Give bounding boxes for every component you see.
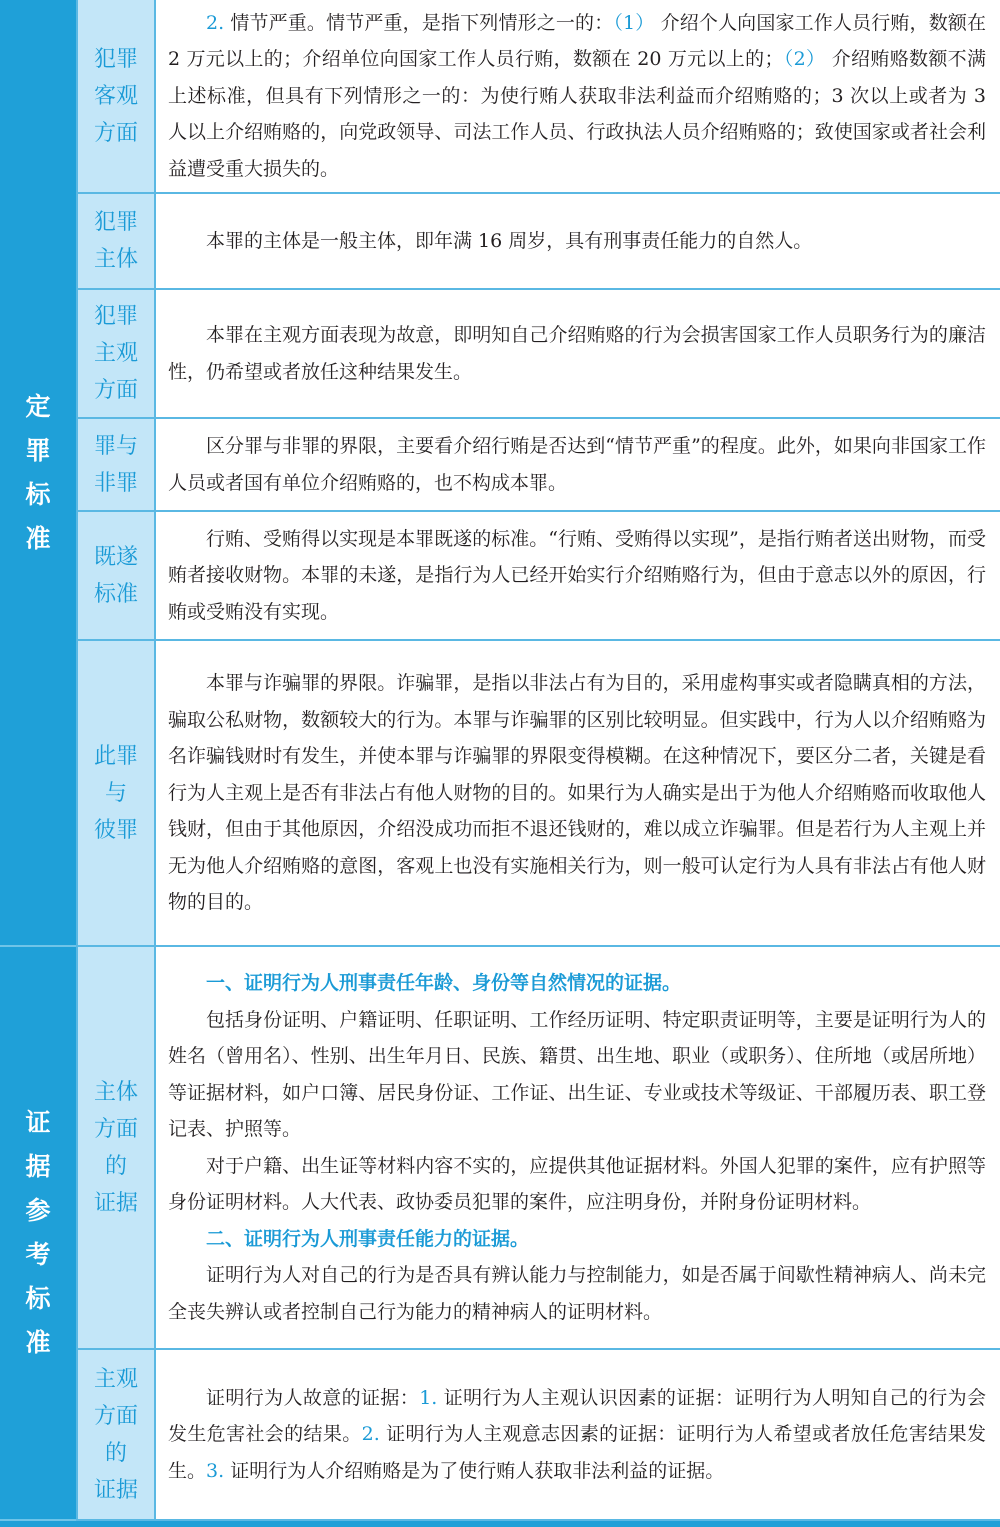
completion-paragraph: 行贿、受贿得以实现是本罪既遂的标准。“行贿、受贿得以实现”，是指行贿者送出财物，而受贿者接收财物。本罪的未遂，是指行为人已经开始实行介绍贿赂行为，但由于意志以外的原因，行贿或受贿没有实现。 [168,527,986,623]
row-label-line: 方面 [93,120,138,146]
row-label-line: 主观 [93,341,138,366]
category-char: 考 [25,1240,51,1269]
row-label-objective [76,0,154,194]
row-label-line: 的 [104,1153,127,1179]
row-content-subjective-evidence [154,1350,1000,1521]
row-label-line: 方面 [93,1403,138,1429]
row-label-crime-or-not [76,419,154,512]
text-span: 证明行为人主观认识因素的证据：证明行为人明知自己的行为会发生危害社会的结果。 [168,1386,986,1446]
row-label-line: 主体 [93,1079,138,1105]
item-number: （1） [613,11,655,34]
row-label-line: 证据 [93,1190,138,1216]
row-label-line: 罪与 [93,433,138,459]
text-span: 证明行为人主观意志因素的证据：证明行为人希望或者放任危害结果发生。 [168,1423,986,1482]
row-content-objective [154,0,1000,194]
this-and-that-paragraph: 本罪与诈骗罪的界限。诈骗罪，是指以非法占有为目的，采用虚构事实或者隐瞒真相的方法，骗取公私财物，数额较大的行为。本罪与诈骗罪的区别比较明显。但实践中，行为人以介绍贿赂为名诈骗钱财时有发生，并使本罪与诈骗罪的界限变得模糊。在这种情况下，要区分二者，关键是看行为人主观上是否有非法占有他人财物的目的。如果行为人确实是出于为他人介绍贿赂而收取他人钱财，但由于其他原因，介绍没成功而拒不退还钱财的，难以成立诈骗罪。但是若行为人主观上并无为他人介绍贿赂的意图，客观上也没有实施相关行为，则一般可认定行为人具有非法占有他人财物的目的。 [168,672,986,914]
evidence-paragraph-2: 对于户籍、出生证等材料内容不实的，应提供其他证据材料。外国人犯罪的案件，应有护照等身份证明材料。人大代表、政协委员犯罪的案件，应注明身份，并附身份证明材料。 [168,1154,986,1213]
row-label-line: 非罪 [93,470,138,496]
category-char: 罪 [25,435,51,465]
row-label-line: 主体 [93,247,138,272]
row-label-line: 主观 [93,1366,138,1392]
text-span: 情节严重。情节严重，是指下列情形之一的： [224,11,614,34]
evidence-paragraph-3: 证明行为人对自己的行为是否具有辨认能力与控制能力，如是否属于间歇性精神病人、尚未完全丧失辨认或者控制自己行为能力的精神病人的证明材料。 [168,1264,986,1323]
subject-paragraph: 本罪的主体是一般主体，即年满 16 周岁，具有刑事责任能力的自然人。 [206,229,813,252]
category-char: 参 [25,1196,51,1225]
text-span: 证明行为人介绍贿赂是为了使行贿人获取非法利益的证据。 [224,1459,725,1482]
row-label-line: 方面 [93,1116,138,1142]
row-label-line: 犯罪 [93,304,138,329]
item-number: （2） [783,48,826,71]
section-heading-2: 二、证明行为人刑事责任能力的证据。 [206,1227,530,1250]
crime-or-not-paragraph: 区分罪与非罪的界限，主要看介绍行贿是否达到“情节严重”的程度。此外，如果向非国家工作人员或者国有单位介绍贿赂的，也不构成本罪。 [168,435,986,494]
row-label-line: 证据 [93,1477,138,1503]
row-content-subject [154,194,1000,290]
text-span: 证明行为人故意的证据： [206,1386,420,1409]
text-span: 介绍贿赂数额不满上述标准，但具有下列情形之一的：为使行贿人获取非法利益而介绍贿赂的；3 次以上或者为 3 人以上介绍贿赂的，向党政领导、司法工作人员、行政执法人员介绍贿赂的；致使国家或者社会利益遭受重大损失的。 [168,48,986,180]
category-char: 准 [25,1328,51,1357]
row-label-line: 此罪 [93,743,138,769]
row-label-line: 犯罪 [93,46,138,72]
row-label-line: 方面 [93,378,138,403]
row-label-line: 彼罪 [93,817,138,843]
category-char: 定 [25,391,51,421]
section-heading-1: 一、证明行为人刑事责任年龄、身份等自然情况的证据。 [206,972,682,994]
text-span: 介绍个人向国家工作人员行贿，数额在 2 万元以上的；介绍单位向国家工作人员行贿，数额在 20 万元以上的； [168,11,986,71]
row-label-subjective-evidence [76,1350,154,1521]
row-content-crime-or-not [154,419,1000,512]
row-label-line: 与 [104,780,127,806]
row-label-line: 的 [104,1440,127,1466]
row-label-subject [76,194,154,290]
row-label-subjective [76,290,154,419]
table-bottom-bar [0,1521,1000,1527]
row-content-subject-evidence [154,947,1000,1350]
category-char: 标 [25,1284,51,1313]
item-number: 2. [361,1423,380,1446]
row-content-subjective [154,290,1000,419]
row-label-line: 客观 [93,83,138,109]
row-label-this-and-that [76,641,154,947]
row-label-line: 犯罪 [93,210,138,235]
item-number: 2. [206,11,225,34]
row-label-completion [76,512,154,641]
subjective-paragraph: 本罪在主观方面表现为故意，即明知自己介绍贿赂的行为会损害国家工作人员职务行为的廉洁性，仍希望或者放任这种结果发生。 [168,324,986,383]
evidence-paragraph-1: 包括身份证明、户籍证明、任职证明、工作经历证明、特定职责证明等，主要是证明行为人的姓名（曾用名）、性别、出生年月日、民族、籍贯、出生地、职业（或职务）、住所地（或居所地）等证据材料，如户口簿、居民身份证、工作证、出生证、专业或技术等级证、干部履历表、职工登记表、护照等。 [168,1008,986,1140]
row-content-this-and-that [154,641,1000,947]
row-label-line: 标准 [93,581,138,607]
category-char: 准 [25,523,51,553]
category-char: 标 [25,479,51,509]
objective-paragraph [168,5,986,188]
item-number: 1. [419,1386,438,1409]
category-conviction-standard [0,0,76,947]
row-label-line: 既遂 [93,544,138,570]
category-evidence-reference [0,947,76,1521]
item-number: 3. [206,1459,225,1482]
row-content-completion [154,512,1000,641]
row-label-subject-evidence [76,947,154,1350]
subjective-evidence-paragraph [168,1380,986,1490]
category-char: 证 [25,1108,51,1137]
category-char: 据 [25,1152,51,1181]
